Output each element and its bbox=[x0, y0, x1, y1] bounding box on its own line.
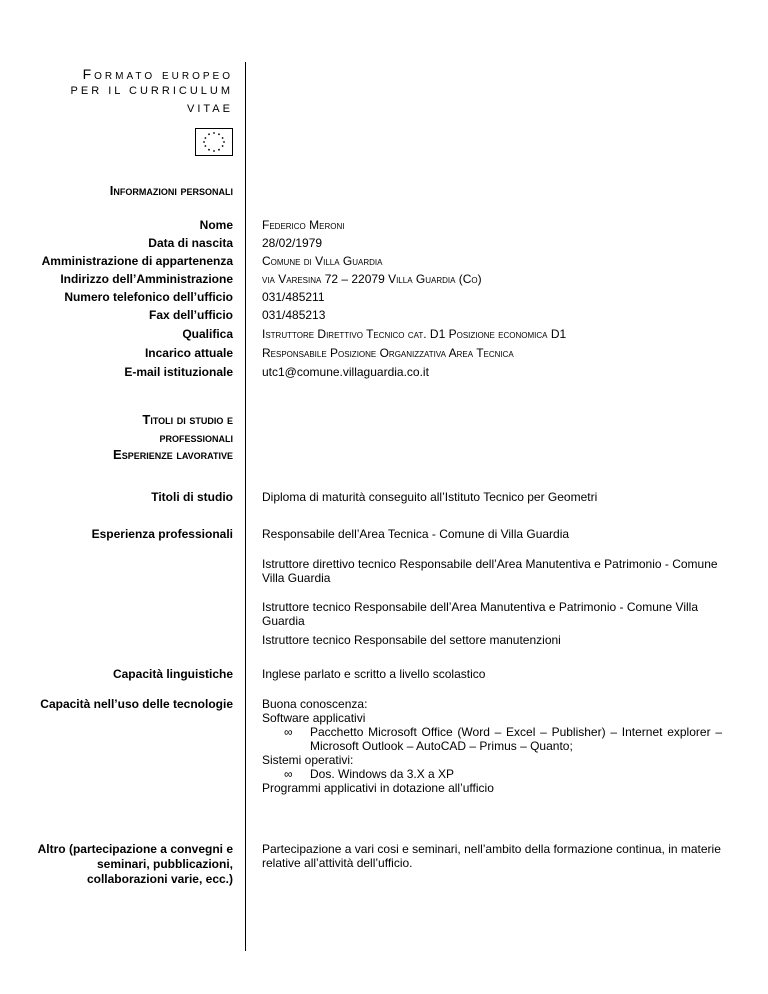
tecnologie-block bbox=[262, 697, 722, 795]
value-indirizzo: via Varesina 72 – 22079 Villa Guardia (Co) bbox=[262, 272, 482, 286]
label-esperienza: Esperienza professionali bbox=[91, 527, 233, 541]
eu-flag-icon bbox=[195, 128, 233, 156]
label-fax: Fax dell’ufficio bbox=[148, 308, 233, 322]
label-data-nascita: Data di nascita bbox=[148, 236, 233, 250]
value-email: utc1@comune.villaguardia.co.it bbox=[262, 365, 429, 379]
esperienza-item: Istruttore tecnico Responsabile dell’Area Manutentiva e Patrimonio - Comune Villa Guardia bbox=[262, 600, 699, 628]
esperienza-item: Istruttore tecnico Responsabile del settore manutenzioni bbox=[262, 633, 561, 647]
software-title: Software applicativi bbox=[262, 711, 366, 725]
value-altro: Partecipazione a vari cosi e seminari, nell’ambito della formazione continua, in materie relative all’attività dell’ufficio. bbox=[262, 842, 721, 870]
os-item: ∞ Dos. Windows da 3.X a XP bbox=[284, 767, 455, 781]
label-nome: Nome bbox=[199, 218, 233, 232]
value-nome: Federico Meroni bbox=[262, 218, 345, 232]
tecnologie-intro: Buona conoscenza: bbox=[262, 697, 368, 711]
infinity-bullet-icon: ∞ bbox=[284, 767, 293, 781]
label-qualifica: Qualifica bbox=[182, 327, 233, 341]
label-altro: Altro (partecipazione a convegni e seminari, pubblicazioni, collaborazioni varie, ecc.) bbox=[37, 842, 233, 886]
esperienza-item: Responsabile dell’Area Tecnica - Comune di Villa Guardia bbox=[262, 527, 570, 541]
value-telefono: 031/485211 bbox=[262, 290, 325, 304]
value-qualifica: Istruttore Direttivo Tecnico cat. D1 Posizione economica D1 bbox=[262, 327, 567, 341]
value-data-nascita: 28/02/1979 bbox=[262, 236, 323, 250]
label-titoli-studio: Titoli di studio bbox=[151, 490, 233, 504]
cv-title-line-3: VITAE bbox=[187, 103, 233, 115]
column-divider bbox=[245, 62, 246, 951]
programmi-applicativi: Programmi applicativi in dotazione all’ufficio bbox=[262, 781, 494, 795]
label-lingue: Capacità linguistiche bbox=[112, 667, 233, 681]
label-tecnologie: Capacità nell’uso delle tecnologie bbox=[40, 697, 233, 711]
value-lingue: Inglese parlato e scritto a livello scolastico bbox=[262, 667, 486, 681]
section-title-personal: Informazioni personali bbox=[109, 183, 233, 198]
esperienza-item: Istruttore direttivo tecnico Responsabile dell’Area Manutentiva e Patrimonio - Comune Villa Guardia bbox=[262, 557, 718, 585]
value-amministrazione: Comune di Villa Guardia bbox=[262, 254, 383, 268]
software-item: ∞ Pacchetto Microsoft Office (Word – Excel – Publisher) – Internet explorer – Microsoft Outlook – AutoCAD – Primus – Quanto; bbox=[284, 725, 722, 753]
label-email: E-mail istituzionale bbox=[124, 365, 233, 379]
cv-title-line-1: Formato europeo bbox=[82, 66, 233, 82]
os-title: Sistemi operativi: bbox=[262, 753, 354, 767]
label-incarico: Incarico attuale bbox=[144, 346, 233, 360]
section-title-professionali: professionali bbox=[159, 430, 233, 445]
value-fax: 031/485213 bbox=[262, 308, 326, 322]
label-amministrazione: Amministrazione di appartenenza bbox=[41, 254, 233, 268]
label-indirizzo: Indirizzo dell’Amministrazione bbox=[60, 272, 233, 286]
label-telefono: Numero telefonico dell’ufficio bbox=[64, 290, 233, 304]
infinity-bullet-icon: ∞ bbox=[284, 725, 293, 739]
value-titoli-studio: Diploma di maturità conseguito all’Istituto Tecnico per Geometri bbox=[262, 490, 598, 504]
section-title-titoli: Titoli di studio e bbox=[142, 412, 233, 427]
value-incarico: Responsabile Posizione Organizzativa Area Tecnica bbox=[262, 346, 514, 360]
section-title-esperienze: Esperienze lavorative bbox=[113, 447, 233, 462]
cv-title-line-2: PER IL CURRICULUM bbox=[70, 85, 233, 97]
